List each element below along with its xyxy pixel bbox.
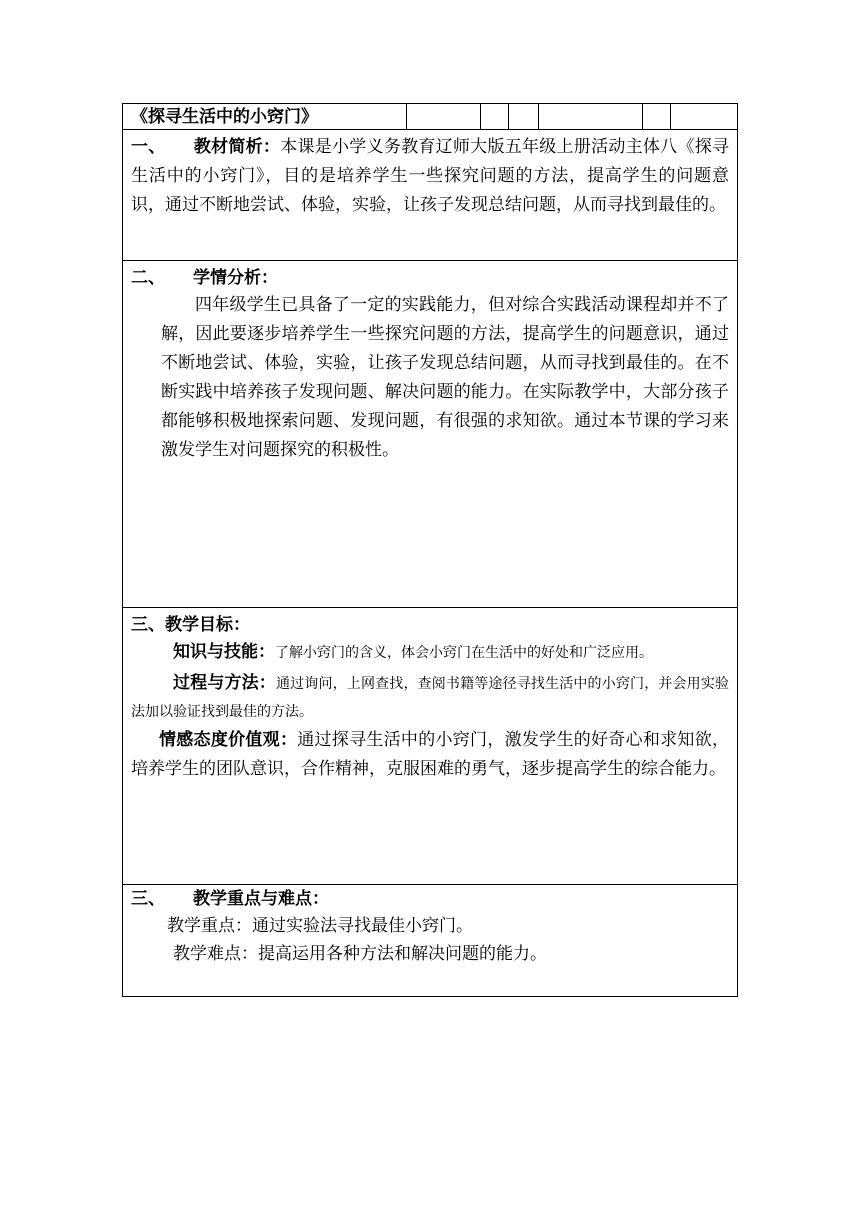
knowledge-label: 知识与技能： [173, 642, 275, 662]
key-difficult-section [123, 885, 737, 996]
process-label: 过程与方法： [173, 673, 276, 693]
teaching-goals-heading: 三、教学目标： [131, 615, 250, 635]
title-row [123, 104, 737, 130]
textbook-analysis-section [123, 130, 737, 261]
student-analysis-section [123, 261, 737, 608]
emotion-value-goal [131, 726, 729, 784]
knowledge-skills-goal [131, 638, 729, 667]
section-number: 二、 [131, 268, 165, 288]
textbook-analysis-block [131, 130, 729, 220]
textbook-analysis-text: 本课是小学义务教育辽师大版五年级上册活动主体八《探寻生活中的小窍门》，目的是培养学生一些探究问题的方法，提高学生的问题意识，通过不断地尝试、体验，实验，让孩子发现总结问题，从而寻找到最佳的。 [131, 137, 730, 215]
key-difficult-heading [131, 885, 729, 912]
student-analysis-heading [131, 261, 729, 291]
section-label: 学情分析： [193, 268, 278, 288]
student-analysis-text: 四年级学生已具备了一定的实践能力，但对综合实践活动课程却并不了解，因此要逐步培养学生一些探究问题的方法，提高学生的问题意识，通过不断地尝试、体验，实验，让孩子发现总结问题，从而寻找到最佳的。在不断实践中培养孩子发现问题、解决问题的能力。在实际教学中，大部分孩子都能够积极地探索问题、发现问题，有很强的求知欲。通过本节课的学习来激发学生对问题探究的积极性。 [161, 295, 729, 460]
knowledge-text: 了解小窍门的含义，体会小窍门在生活中的好处和广泛应用。 [275, 645, 653, 661]
section-label: 教材简析： [193, 137, 281, 157]
section-label: 教学重点与难点： [193, 889, 329, 909]
key-point: 教学重点：通过实验法寻找最佳小窍门。 [167, 916, 473, 936]
lesson-plan-table [122, 103, 738, 997]
process-method-goal [131, 669, 729, 726]
process-text: 通过询问，上网查找，查阅书籍等途径寻找生活中的小窍门，并会用实验法加以验证找到最佳的方法。 [131, 676, 730, 720]
section-number: 一、 [131, 137, 166, 157]
empty-cell [407, 104, 481, 129]
teaching-goals-section [123, 608, 737, 885]
emotion-text: 通过探寻生活中的小窍门，激发学生的好奇心和求知欲，培养学生的团队意识，合作精神，克服困难的勇气，逐步提高学生的综合能力。 [131, 730, 729, 779]
empty-cell [509, 104, 539, 129]
empty-cell [481, 104, 509, 129]
difficult-point: 教学难点：提高运用各种方法和解决问题的能力。 [173, 944, 547, 964]
empty-cell [671, 104, 737, 129]
empty-cell [539, 104, 643, 129]
emotion-label: 情感态度价值观： [159, 730, 298, 750]
empty-cell [643, 104, 671, 129]
lesson-title: 《探寻生活中的小窍门》 [123, 104, 407, 129]
section-number: 三、 [131, 889, 165, 909]
